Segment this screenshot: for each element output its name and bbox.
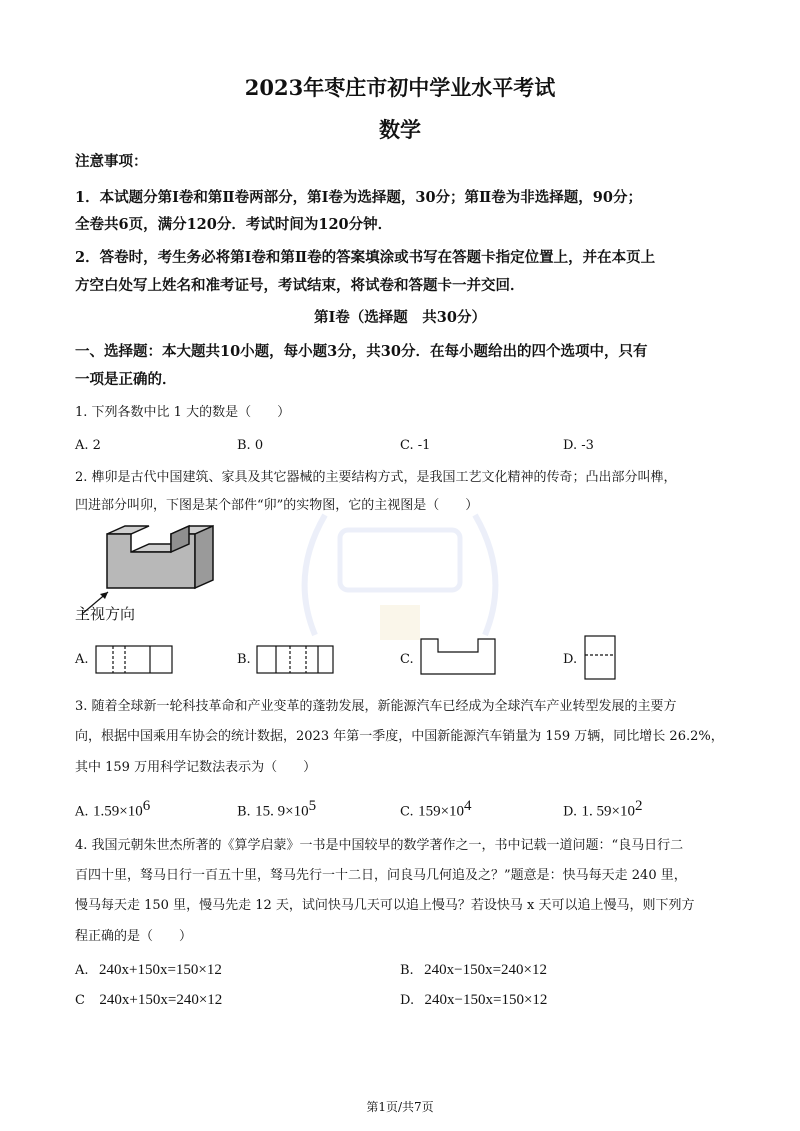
notes-item1-line1: 1．本试题分第Ⅰ卷和第Ⅱ卷两部分，第Ⅰ卷为选择题，30分；第Ⅱ卷为非选择题，90分； — [75, 189, 642, 206]
watermark-logo-icon — [285, 495, 515, 655]
section-heading: 第Ⅰ卷（选择题 共30分） — [314, 309, 486, 326]
q4-line2: 百四十里，驽马日行一百五十里，驽马先行一十二日，问良马几何追及之？”题意是：快马每天走 240 里， — [75, 868, 687, 883]
q1-option-c: C. -1 — [400, 438, 431, 453]
q2-option-b-label: B. — [237, 652, 251, 667]
q2-line2: 凹进部分叫卯，下图是某个部件“卯”的实物图，它的主视图是（ ） — [75, 498, 479, 513]
q2-line1: 2. 榫卯是古代中国建筑、家具及其它器械的主要结构方式，是我国工艺文化精神的传奇；凸出部分叫榫， — [75, 470, 677, 485]
q3-line2: 向，根据中国乘用车协会的统计数据，2023 年第一季度，中国新能源汽车销量为 159 万辆，同比增长 26.2%， — [75, 729, 724, 744]
q4-option-a: A. 240x+150x=150×12 — [75, 962, 222, 978]
q2-option-d-label: D. — [563, 652, 578, 667]
exam-subject: 数学 — [379, 117, 421, 142]
notes-item2-line2: 方空白处写上姓名和准考证号，考试结束，将试卷和答题卡一并交回． — [75, 277, 525, 294]
section-instruction-line1: 一、选择题：本大题共10小题，每小题3分，共30分．在每小题给出的四个选项中，只有 — [75, 343, 648, 360]
notes-item1-line2: 全卷共6页，满分120分．考试时间为120分钟． — [75, 216, 393, 233]
exam-title: 2023年枣庄市初中学业水平考试 — [244, 75, 556, 100]
q3-line3: 其中 159 万用科学记数法表示为（ ） — [75, 760, 317, 775]
q1-option-d: D. -3 — [563, 438, 594, 453]
q3-option-c: C. $159\times 10^4$ — [400, 798, 472, 820]
q2-option-a-label: A. — [75, 652, 89, 667]
notes-heading: 注意事项： — [75, 153, 148, 170]
q2-option-c-label: C. — [400, 652, 414, 667]
q3-option-a: A. $1.59\times 10^6$ — [75, 798, 151, 820]
page-footer: 第1页/共7页 — [366, 1100, 434, 1114]
q1-option-a: A. 2 — [75, 438, 101, 453]
q3-line1: 3. 随着全球新一轮科技革命和产业变革的蓬勃发展，新能源汽车已经成为全球汽车产业转型发展的主要方 — [75, 699, 677, 714]
q2-option-c-figure — [420, 638, 500, 676]
q1-stem: 1. 下列各数中比 1 大的数是（ ） — [75, 405, 291, 420]
notes-item2-line1: 2．答卷时，考生务必将第Ⅰ卷和第Ⅱ卷的答案填涂或书写在答题卡指定位置上，并在本页上 — [75, 249, 656, 266]
q4-line4: 程正确的是（ ） — [75, 929, 193, 944]
q4-option-c: C 240x+150x=240×12 — [75, 992, 223, 1008]
q4-option-d: D. 240x−150x=150×12 — [400, 992, 548, 1008]
q3-option-b: B. 15. $9\times 10^5$ — [237, 798, 317, 820]
q2-option-b-figure — [256, 645, 336, 675]
q4-option-b: B. 240x−150x=240×12 — [400, 962, 548, 978]
q3-option-d: D. 1. $59\times 10^2$ — [563, 798, 643, 820]
section-instruction-line2: 一项是正确的． — [75, 371, 177, 388]
q4-line1: 4. 我国元朝朱世杰所著的《算学启蒙》一书是中国较早的数学著作之一，书中记载一道问题：“良马日行二 — [75, 838, 684, 853]
q1-option-b: B. 0 — [237, 438, 264, 453]
q2-option-d-figure — [584, 635, 618, 681]
q2-option-a-figure — [95, 645, 175, 675]
view-direction-label: 主视方向 — [75, 605, 136, 623]
q4-line3: 慢马每天走 150 里，慢马先走 12 天，试问快马几天可以追上慢马？若设快马 x 天可以追上慢马，则下列方 — [75, 898, 695, 913]
